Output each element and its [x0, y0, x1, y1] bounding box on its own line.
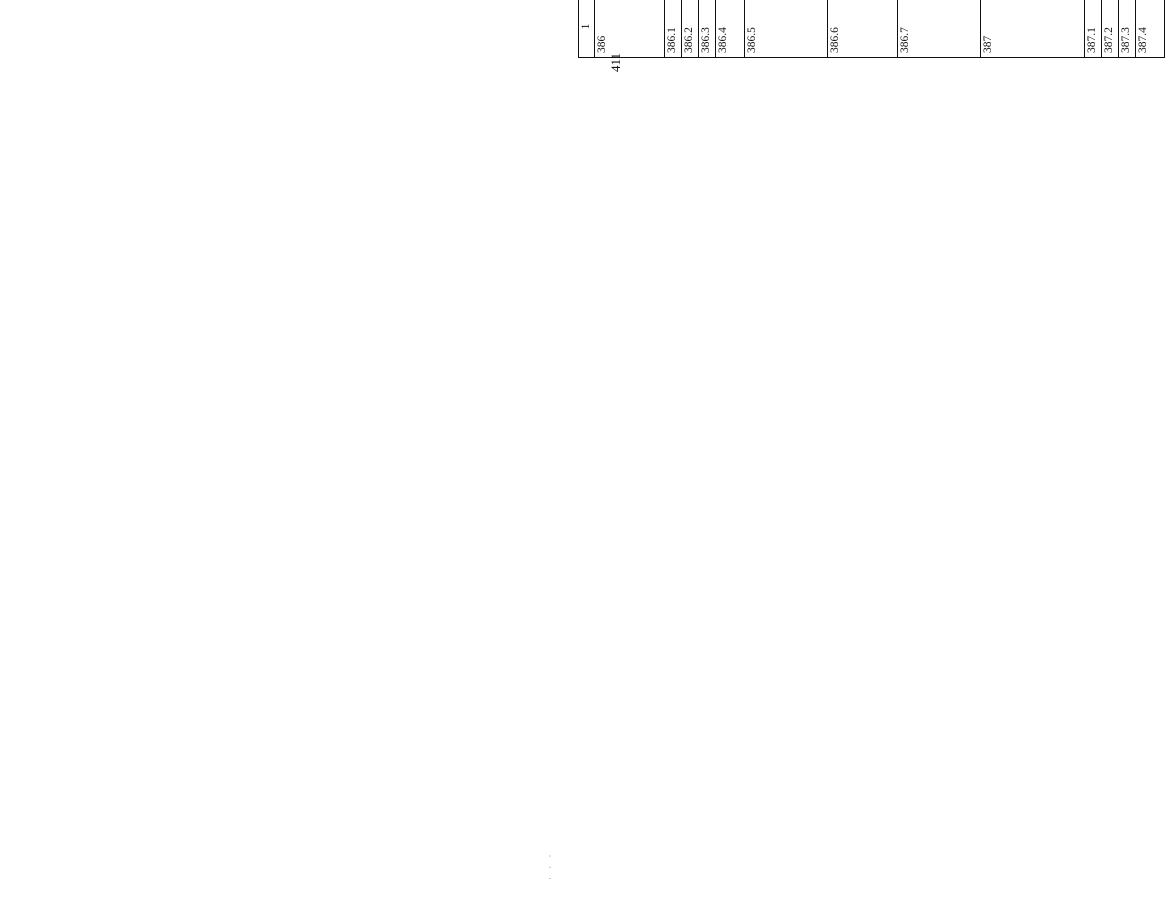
row-number: 386.7 [897, 0, 980, 58]
table-row [682, 0, 699, 58]
row-number: 387.3 [1118, 0, 1135, 58]
row-number: 387 [980, 0, 1084, 58]
table-header-row [579, 0, 595, 58]
row-number: 387.4 [1135, 0, 1164, 58]
row-number: 387.1 [1084, 0, 1101, 58]
rotated-table-container [578, 0, 1149, 58]
table-row [699, 0, 716, 58]
table-row [745, 0, 828, 58]
row-number: 386.4 [716, 0, 745, 58]
margin-marks: ˙ ˙ ˙ [548, 851, 558, 880]
table-row [828, 0, 898, 58]
row-number: 386.5 [745, 0, 828, 58]
table-row [1084, 0, 1101, 58]
table-row [897, 0, 980, 58]
table-row [665, 0, 682, 58]
page-number: 411 [608, 52, 623, 72]
table-row [1101, 0, 1118, 58]
table-row [1118, 0, 1135, 58]
table-row [716, 0, 745, 58]
table-row [1135, 0, 1164, 58]
row-number: 386 [595, 0, 665, 58]
table-row [980, 0, 1084, 58]
data-table [578, 0, 1165, 58]
row-number: 386.1 [665, 0, 682, 58]
row-number: 386.6 [828, 0, 898, 58]
row-number: 386.3 [699, 0, 716, 58]
table-row [595, 0, 665, 58]
row-number: 387.2 [1101, 0, 1118, 58]
header-cell: 1 [579, 0, 595, 58]
row-number: 386.2 [682, 0, 699, 58]
